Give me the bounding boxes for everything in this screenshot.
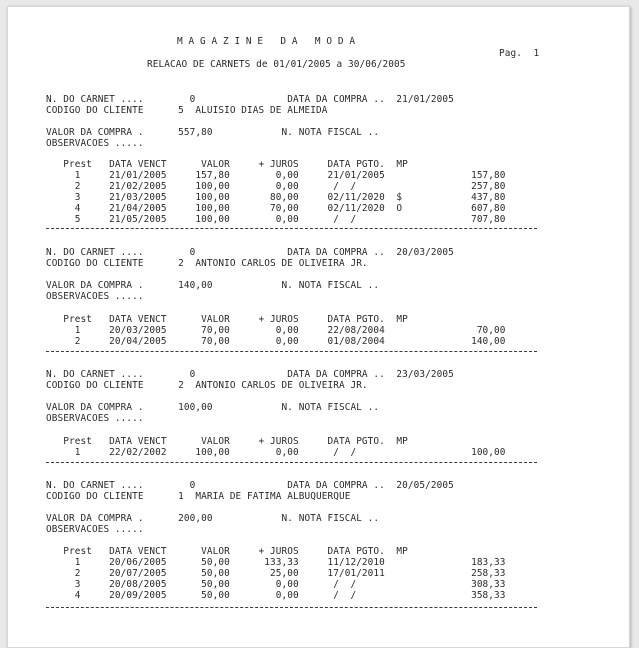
installment-row: 1 21/01/2005 157,80 0,00 21/01/2005 157,80 [46,170,506,181]
client-code-line: CODIGO DO CLIENTE 2 ANTONIO CARLOS DE OLIVEIRA JR. [46,380,368,391]
installment-row: 3 20/08/2005 50,00 0,00 / / 308,33 [46,579,506,590]
company-title: M A G A Z I N E D A M O D A [177,36,356,47]
report-page [7,6,630,648]
installments-header: Prest DATA VENCT VALOR + JUROS DATA PGTO. MP [46,159,408,170]
carnet-number-line: N. DO CARNET .... 0 DATA DA COMPRA .. 20/03/2005 [46,247,454,258]
observations-line: OBSERVACOES ..... [46,138,144,149]
carnet-number-line: N. DO CARNET .... 0 DATA DA COMPRA .. 20/05/2005 [46,480,454,491]
client-code-line: CODIGO DO CLIENTE 5 ALUISIO DIAS DE ALMEIDA [46,105,328,116]
installment-row: 2 21/02/2005 100,00 0,00 / / 257,80 [46,181,506,192]
installment-row: 2 20/07/2005 50,00 25,00 17/01/2011 258,33 [46,568,506,579]
client-code-line: CODIGO DO CLIENTE 2 ANTONIO CARLOS DE OLIVEIRA JR. [46,258,368,269]
installment-row: 4 20/09/2005 50,00 0,00 / / 358,33 [46,590,506,601]
installment-row: 3 21/03/2005 100,00 80,00 02/11/2020 $ 437,80 [46,192,506,203]
client-code-line: CODIGO DO CLIENTE 1 MARIA DE FATIMA ALBUQUERQUE [46,491,351,502]
installments-header: Prest DATA VENCT VALOR + JUROS DATA PGTO. MP [46,314,408,325]
section-divider [46,607,537,608]
installment-row: 1 20/03/2005 70,00 0,00 22/08/2004 70,00 [46,325,506,336]
carnet-number-line: N. DO CARNET .... 0 DATA DA COMPRA .. 23/03/2005 [46,369,454,380]
observations-line: OBSERVACOES ..... [46,291,144,302]
installment-row: 5 21/05/2005 100,00 0,00 / / 707,80 [46,214,506,225]
purchase-value-line: VALOR DA COMPRA . 100,00 N. NOTA FISCAL .. [46,402,380,413]
section-divider [46,462,537,463]
purchase-value-line: VALOR DA COMPRA . 557,80 N. NOTA FISCAL .. [46,127,380,138]
installment-row: 4 21/04/2005 100,00 70,00 02/11/2020 O 607,80 [46,203,506,214]
page-number: Pag. 1 [499,48,540,59]
installments-header: Prest DATA VENCT VALOR + JUROS DATA PGTO. MP [46,436,408,447]
observations-line: OBSERVACOES ..... [46,413,144,424]
purchase-value-line: VALOR DA COMPRA . 200,00 N. NOTA FISCAL .. [46,513,380,524]
carnet-number-line: N. DO CARNET .... 0 DATA DA COMPRA .. 21/01/2005 [46,94,454,105]
report-title: RELACAO DE CARNETS de 01/01/2005 a 30/06/2005 [147,59,406,70]
installment-row: 1 20/06/2005 50,00 133,33 11/12/2010 183,33 [46,557,506,568]
purchase-value-line: VALOR DA COMPRA . 140,00 N. NOTA FISCAL .. [46,280,380,291]
installment-row: 2 20/04/2005 70,00 0,00 01/08/2004 140,00 [46,336,506,347]
observations-line: OBSERVACOES ..... [46,524,144,535]
section-divider [46,351,537,352]
installments-header: Prest DATA VENCT VALOR + JUROS DATA PGTO. MP [46,546,408,557]
section-divider [46,228,537,229]
installment-row: 1 22/02/2002 100,00 0,00 / / 100,00 [46,447,506,458]
